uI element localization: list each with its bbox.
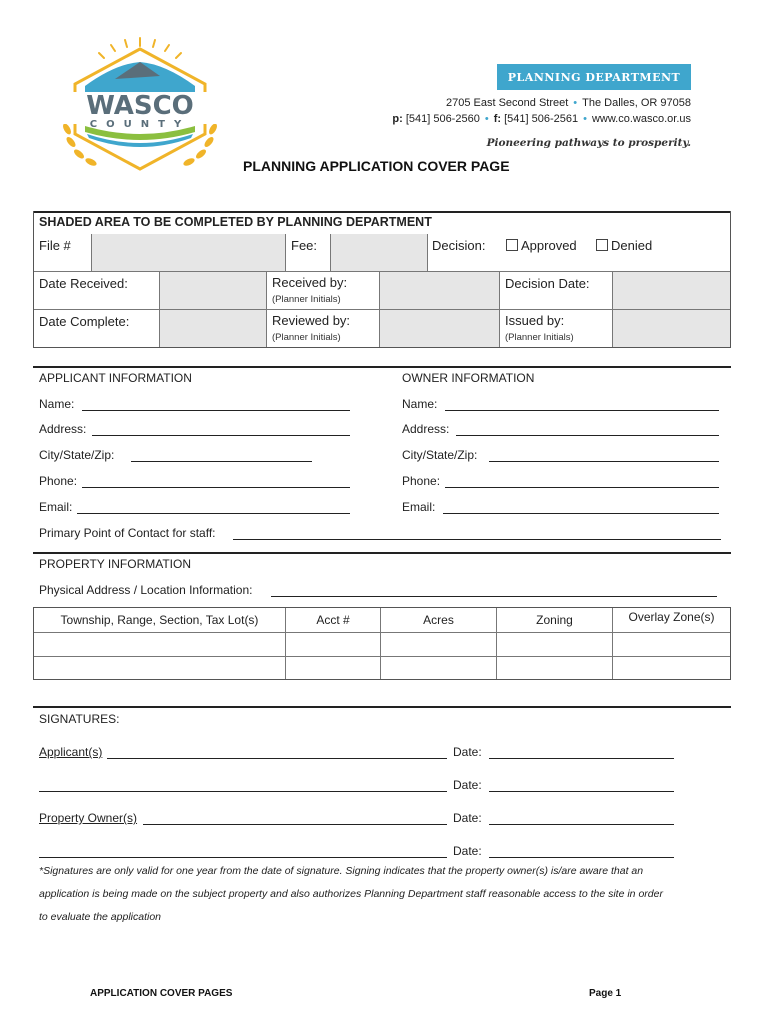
phone-label: p:: [392, 113, 403, 125]
approved-option[interactable]: [506, 238, 577, 253]
reviewed-by-field[interactable]: [380, 310, 500, 347]
owner-phone-label: Phone:: [402, 474, 441, 488]
applicant-name-label: Name:: [39, 397, 75, 411]
website-link[interactable]: www.co.wasco.or.us: [591, 113, 691, 125]
table-cell[interactable]: [34, 657, 286, 679]
section-divider: [33, 552, 731, 554]
decision-label: Decision:: [432, 238, 486, 253]
denied-label: Denied: [611, 238, 653, 253]
date-field[interactable]: [489, 791, 674, 792]
column-header-township: Township, Range, Section, Tax Lot(s): [34, 608, 286, 633]
signatures-heading: SIGNATURES:: [39, 712, 120, 726]
street-address: 2705 East Second Street: [445, 97, 569, 109]
page-number: Page 1: [589, 988, 622, 999]
date-complete-label: Date Complete:: [39, 314, 130, 329]
city-state-zip: The Dalles, OR 97058: [582, 97, 691, 109]
table-cell[interactable]: [613, 633, 730, 657]
fax-number: [541] 506-2561: [504, 113, 579, 125]
decision-date-label: Decision Date:: [505, 276, 590, 291]
file-number-field[interactable]: [92, 234, 286, 272]
owner-email-label: Email:: [402, 500, 436, 514]
address-line: [446, 97, 691, 109]
fee-field[interactable]: [331, 234, 428, 272]
date-field[interactable]: [489, 857, 674, 858]
table-cell[interactable]: [34, 633, 286, 657]
phone-number: [541] 506-2560: [405, 113, 480, 125]
owner-name-label: Name:: [402, 397, 438, 411]
applicant-name-field[interactable]: [82, 410, 350, 411]
signature-note-line-1: *Signatures are only valid for one year from the date of signature. Signing indicates that the property owner(s) is/are aware that an: [39, 865, 644, 877]
planner-initials-note: (Planner Initials): [272, 294, 341, 305]
received-by-label: Received by:: [272, 275, 348, 290]
section-divider: [33, 706, 731, 708]
department-name: PLANNING DEPARTMENT: [507, 70, 681, 84]
file-label: File #: [39, 238, 71, 253]
date-label: Date:: [453, 745, 482, 759]
contact-field[interactable]: [233, 539, 721, 540]
date-label: Date:: [453, 811, 482, 825]
issued-by-label: Issued by:: [505, 313, 565, 328]
decision-date-field[interactable]: [613, 272, 730, 310]
table-cell[interactable]: [381, 633, 497, 657]
logo-subtext: COUNTY: [89, 119, 191, 130]
footer-title: APPLICATION COVER PAGES: [90, 988, 233, 999]
date-field[interactable]: [489, 758, 674, 759]
table-cell[interactable]: [381, 657, 497, 679]
column-header-zoning: Zoning: [497, 608, 613, 633]
approved-checkbox[interactable]: [506, 239, 518, 251]
date-field[interactable]: [489, 824, 674, 825]
column-header-overlay: Overlay Zone(s): [613, 608, 730, 633]
owner-city-label: City/State/Zip:: [402, 448, 478, 462]
bullet-icon: •: [583, 113, 587, 125]
applicant-city-field[interactable]: [131, 461, 312, 462]
fee-label: Fee:: [291, 238, 318, 253]
applicant-address-field[interactable]: [92, 435, 350, 436]
date-label: Date:: [453, 778, 482, 792]
planner-initials-note: (Planner Initials): [272, 332, 341, 343]
wasco-county-logo: [55, 34, 225, 174]
property-table: [33, 607, 731, 680]
date-received-label: Date Received:: [39, 276, 128, 291]
property-address-label: Physical Address / Location Information:: [39, 583, 253, 597]
bullet-icon: •: [573, 97, 578, 109]
date-complete-field[interactable]: [160, 310, 267, 347]
contact-label: Primary Point of Contact for staff:: [39, 526, 216, 540]
applicant-phone-field[interactable]: [82, 487, 350, 488]
column-header-acres: Acres: [381, 608, 497, 633]
owner-email-field[interactable]: [443, 513, 719, 514]
owner-signature-field[interactable]: [143, 824, 447, 825]
table-cell[interactable]: [613, 657, 730, 679]
date-received-field[interactable]: [160, 272, 267, 310]
owner-address-field[interactable]: [456, 435, 719, 436]
applicant-address-label: Address:: [39, 422, 87, 436]
logo-text: WASCO: [86, 91, 194, 121]
denied-option[interactable]: [596, 238, 652, 253]
page-title: PLANNING APPLICATION COVER PAGE: [243, 158, 510, 174]
denied-checkbox[interactable]: [596, 239, 608, 251]
table-cell[interactable]: [286, 633, 381, 657]
property-heading: PROPERTY INFORMATION: [39, 557, 192, 571]
applicant-signature-label: Applicant(s): [39, 745, 103, 759]
fax-label: f:: [493, 113, 502, 125]
table-cell[interactable]: [286, 657, 381, 679]
office-heading: SHADED AREA TO BE COMPLETED BY PLANNING DEPARTMENT: [39, 215, 432, 229]
section-divider: [33, 366, 731, 368]
owner-signature-field-2[interactable]: [39, 857, 447, 858]
reviewed-by-label: Reviewed by:: [272, 313, 351, 328]
issued-by-field[interactable]: [613, 310, 730, 347]
property-address-field[interactable]: [271, 596, 717, 597]
received-by-field[interactable]: [380, 272, 500, 310]
applicant-signature-field-2[interactable]: [39, 791, 447, 792]
owner-name-field[interactable]: [445, 410, 719, 411]
planner-initials-note: (Planner Initials): [505, 332, 574, 343]
applicant-heading: APPLICANT INFORMATION: [39, 371, 192, 385]
table-cell[interactable]: [497, 657, 613, 679]
applicant-signature-field[interactable]: [107, 758, 447, 759]
signature-note-line-2: application is being made on the subject property and also authorizes Planning Department staff reasonable access to the site in order: [39, 888, 663, 900]
contact-line: [392, 113, 691, 125]
tagline: Pioneering pathways to prosperity.: [486, 137, 691, 149]
owner-heading: OWNER INFORMATION: [402, 371, 535, 385]
applicant-email-label: Email:: [39, 500, 73, 514]
bullet-icon: •: [484, 113, 489, 125]
table-cell[interactable]: [497, 633, 613, 657]
date-label: Date:: [453, 844, 482, 858]
office-use-table: [33, 211, 731, 348]
applicant-city-label: City/State/Zip:: [39, 448, 115, 462]
owner-address-label: Address:: [402, 422, 450, 436]
owner-phone-field[interactable]: [445, 487, 719, 488]
owner-signature-label: Property Owner(s): [39, 811, 138, 825]
department-banner: [497, 64, 691, 90]
approved-label: Approved: [521, 238, 577, 253]
signature-note-line-3: to evaluate the application: [39, 911, 162, 923]
applicant-phone-label: Phone:: [39, 474, 78, 488]
applicant-email-field[interactable]: [77, 513, 350, 514]
owner-city-field[interactable]: [489, 461, 719, 462]
column-header-acct: Acct #: [286, 608, 381, 633]
